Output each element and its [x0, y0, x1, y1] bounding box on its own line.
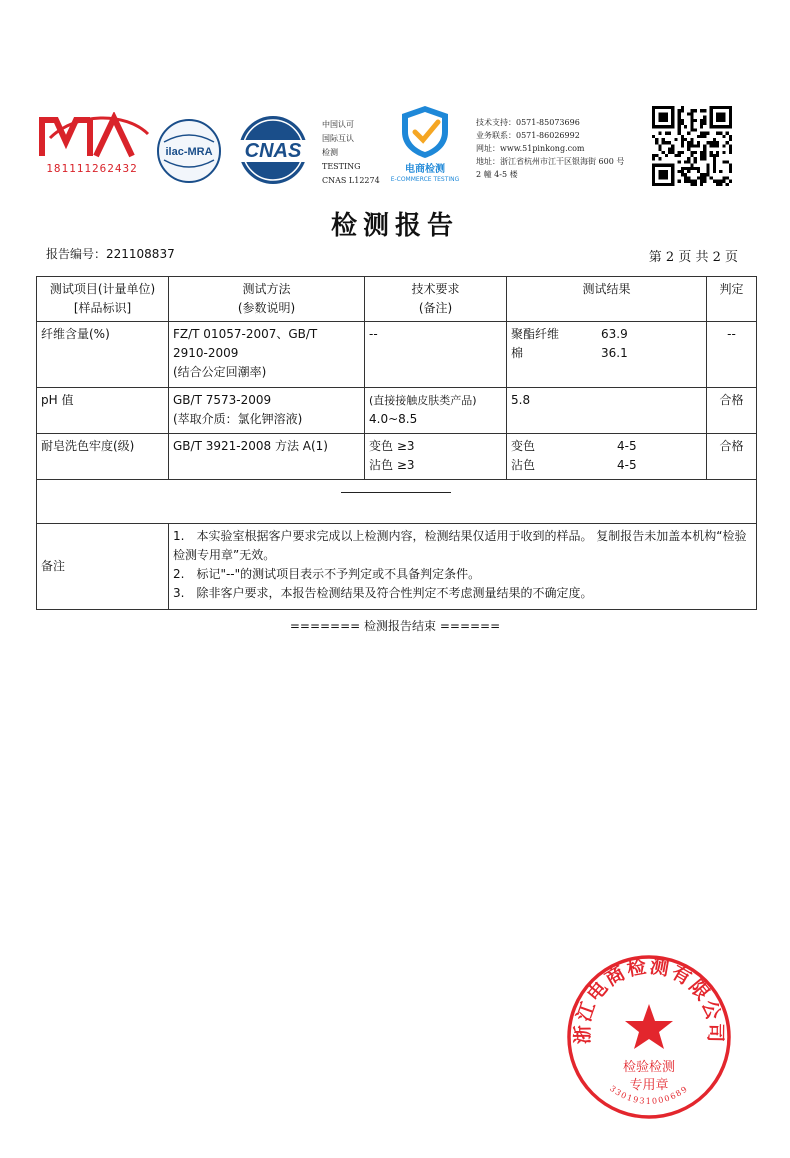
table-row	[37, 388, 757, 434]
cma-number: 181111262432	[46, 162, 138, 175]
note-item: 3. 除非客户要求，本报告检测结果及符合性判定不考虑测量结果的不确定度。	[173, 586, 593, 600]
stamp-number: 3301931000689	[608, 1083, 690, 1106]
row-method: GB/T 3921-2008 方法 A(1)	[169, 434, 365, 480]
ecommerce-name-cn: 电商检测	[405, 164, 445, 175]
table-header-row	[37, 277, 757, 322]
row-result: 变色 4-5 沾色 4-5	[507, 434, 707, 480]
row-requirement: --	[365, 322, 507, 388]
svg-text:ilac-MRA: ilac-MRA	[165, 146, 213, 158]
row-item: 纤维含量(%)	[37, 322, 169, 388]
row-method: GB/T 7573-2009 (萃取介质：氯化钾溶液)	[169, 388, 365, 434]
report-number: 报告编号：221108837	[46, 247, 175, 261]
cnas-caption-line: 检测	[322, 148, 338, 157]
svg-text:CNAS: CNAS	[244, 140, 302, 162]
header-requirement: 技术要求 (备注)	[365, 277, 507, 322]
contact-info	[476, 116, 624, 181]
row-judge: 合格	[707, 388, 757, 434]
cnas-caption-line: CNAS L12274	[322, 176, 380, 185]
address-line: 2 幢 4-5 楼	[476, 170, 518, 179]
official-stamp	[564, 952, 734, 1122]
website-line: 网址：www.51pinkong.com	[476, 144, 585, 153]
ilac-mra-logo	[156, 118, 222, 184]
stamp-line1: 检验检测	[622, 1060, 676, 1075]
table-row	[37, 322, 757, 388]
cnas-caption-line: 国际互认	[322, 134, 354, 143]
table-blank-row	[37, 480, 757, 524]
header-item: 测试项目(计量单位) [样品标识]	[37, 277, 169, 322]
row-requirement: 变色 ≥3 沾色 ≥3	[365, 434, 507, 480]
star-icon	[625, 1004, 673, 1049]
cnas-logo	[228, 114, 318, 186]
row-item: pH 值	[37, 388, 169, 434]
row-judge: 合格	[707, 434, 757, 480]
notes-label: 备注	[37, 524, 169, 610]
blank-cell	[37, 480, 757, 524]
cnas-caption-line: TESTING	[322, 162, 361, 171]
tech-support-line: 技术支持：0571-85073696	[476, 118, 580, 127]
notes-row	[37, 524, 757, 610]
stamp-org-text: 浙江电商检测有限公司	[571, 955, 727, 1045]
cnas-caption-line: 中国认可	[322, 120, 354, 129]
cma-mark-icon	[36, 112, 154, 162]
header-result: 测试结果	[507, 277, 707, 322]
stamp-line2: 专用章	[629, 1078, 669, 1093]
row-result: 5.8	[507, 388, 707, 434]
note-item: 2. 标记"--"的测试项目表示不予判定或不具备判定条件。	[173, 567, 481, 581]
row-judge: --	[707, 322, 757, 388]
header-method: 测试方法 (参数说明)	[169, 277, 365, 322]
page-number: 第 2 页 共 2 页	[648, 250, 738, 265]
test-results-table	[36, 276, 757, 610]
row-method: FZ/T 01057-2007、GB/T 2910-2009 (结合公定回潮率)	[169, 322, 365, 388]
divider-line	[341, 492, 451, 493]
cma-logo	[36, 112, 154, 162]
note-item: 1. 本实验室根据客户要求完成以上检测内容，检测结果仅适用于收到的样品。 复制报告未加盖本机构“检验检测专用章”无效。	[173, 529, 747, 562]
address-line: 地址：浙江省杭州市江干区银海街 600 号	[476, 157, 625, 166]
row-result: 聚酯纤维 63.9 棉 36.1	[507, 322, 707, 388]
cnas-caption	[322, 118, 380, 188]
shield-check-icon	[382, 104, 468, 160]
ecommerce-testing-logo	[382, 104, 468, 183]
page-title: 检测报告	[330, 211, 459, 241]
notes-content	[169, 524, 757, 610]
report-end-marker: ======= 检测报告结束 ======	[289, 619, 501, 633]
header-judge: 判定	[707, 277, 757, 322]
business-line: 业务联系：0571-86026992	[476, 131, 580, 140]
qr-code	[652, 106, 732, 186]
row-item: 耐皂洗色牢度(级)	[37, 434, 169, 480]
ecommerce-name-en: E-COMMERCE TESTING	[390, 176, 460, 183]
table-row	[37, 434, 757, 480]
row-requirement: (直接接触皮肤类产品) 4.0~8.5	[365, 388, 507, 434]
